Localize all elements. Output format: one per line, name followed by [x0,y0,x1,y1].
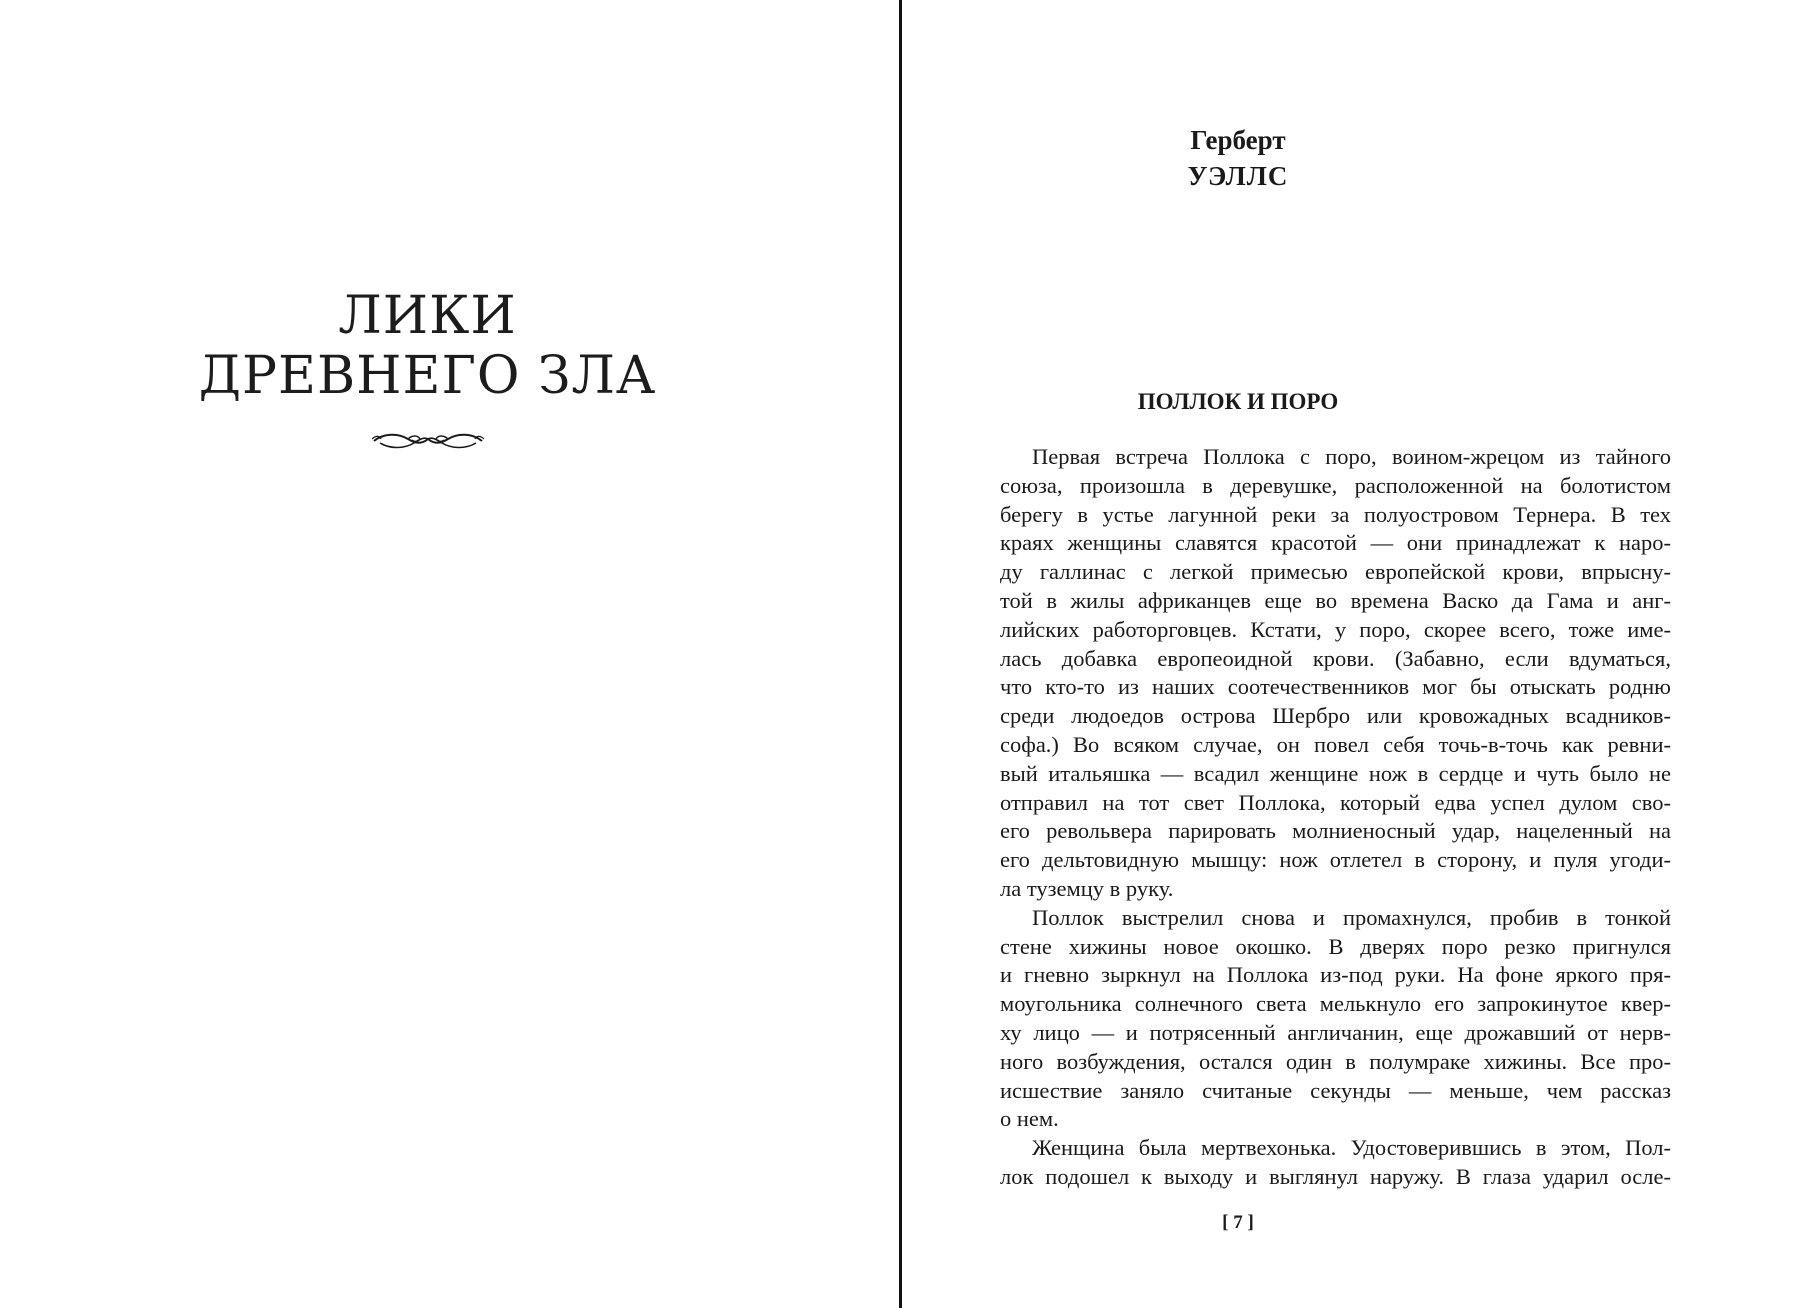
text-line: его дельтовидную мышцу: нож отлетел в сторону, и пуля угоди- [1000,847,1671,873]
author-first-name: Герберт [1190,125,1286,155]
text-line: ного возбуждения, остался один в полумраке хижины. Все про- [1000,1048,1671,1074]
text-line: моугольника солнечного света мелькнуло его запрокинутое квер- [1000,991,1671,1017]
book-title [0,286,855,406]
text-line: ду галлинас с легкой примесью европейской крови, впрысну- [1000,559,1671,585]
left-page [0,0,899,1308]
text-line: Женщина была мертвехонька. Удостоверившись в этом, Пол- [1032,1135,1671,1161]
book-title-line-2: ДРЕВНЕГО ЗЛА [198,346,657,406]
text-line: берегу в устье лагунной реки за полуостровом Тернера. В тех [1000,501,1671,527]
text-line: среди людоедов острова Шербро или кровожадных всадников- [1000,703,1671,729]
text-line: исшествие заняло считаные секунды — меньше, чем рассказ [1000,1077,1671,1103]
text-line: лок подошел к выходу и выглянул наружу. В глаза ударил осле- [1000,1163,1671,1189]
story-body-text [1000,443,1671,1192]
story-title: ПОЛЛОК И ПОРО [1137,389,1339,414]
text-line: Первая встреча Поллока с поро, воином-жрецом из тайного [1032,444,1671,469]
author-name [902,122,1574,194]
text-line: краях женщины славятся красотой — они принадлежат к наро- [1000,530,1671,556]
text-line: союза, произошла в деревушке, расположенной на болотистом [1000,472,1671,498]
text-line: Поллок выстрелил снова и промахнулся, пробив в тонкой [1032,904,1671,930]
text-line: его револьвера парировать молниеносный удар, нацеленный на [1000,818,1671,844]
author-last-name: УЭЛЛС [1187,161,1289,191]
text-line: лась добавка европеоидной крови. (Забавно, если вдуматься, [1000,645,1671,671]
text-line: лийских работорговцев. Кстати, у поро, скорее всего, тоже име- [1000,616,1671,642]
book-title-line-1: ЛИКИ [338,286,517,346]
text-line: стене хижины новое окошко. В дверях поро резко пригнулся [1000,933,1671,959]
text-line: вый итальяшка — всадил женщине нож в сердце и чуть было не [1000,760,1671,786]
text-line: софа.) Во всяком случае, он повел себя точь-в-точь как ревни- [1000,731,1671,757]
text-line: и гневно зыркнул на Поллока из-под руки. На фоне яркого пря- [1000,962,1671,988]
right-page [902,0,1802,1308]
text-line: о нем. [1000,1106,1059,1132]
page-number: [ 7 ] [1222,1212,1254,1233]
ornament-flourish-icon [370,425,486,455]
text-line: той в жилы африканцев еще во времена Васко да Гама и анг- [1000,587,1671,613]
text-line: ху лицо — и потрясенный англичанин, еще дрожавший от нерв- [1000,1019,1671,1045]
text-line: отправил на тот свет Поллока, который едва успел дулом сво- [1000,789,1671,815]
text-line: что кто-то из наших соотечественников мог бы отыскать родню [1000,674,1671,700]
text-line: ла туземцу в руку. [1000,875,1174,901]
